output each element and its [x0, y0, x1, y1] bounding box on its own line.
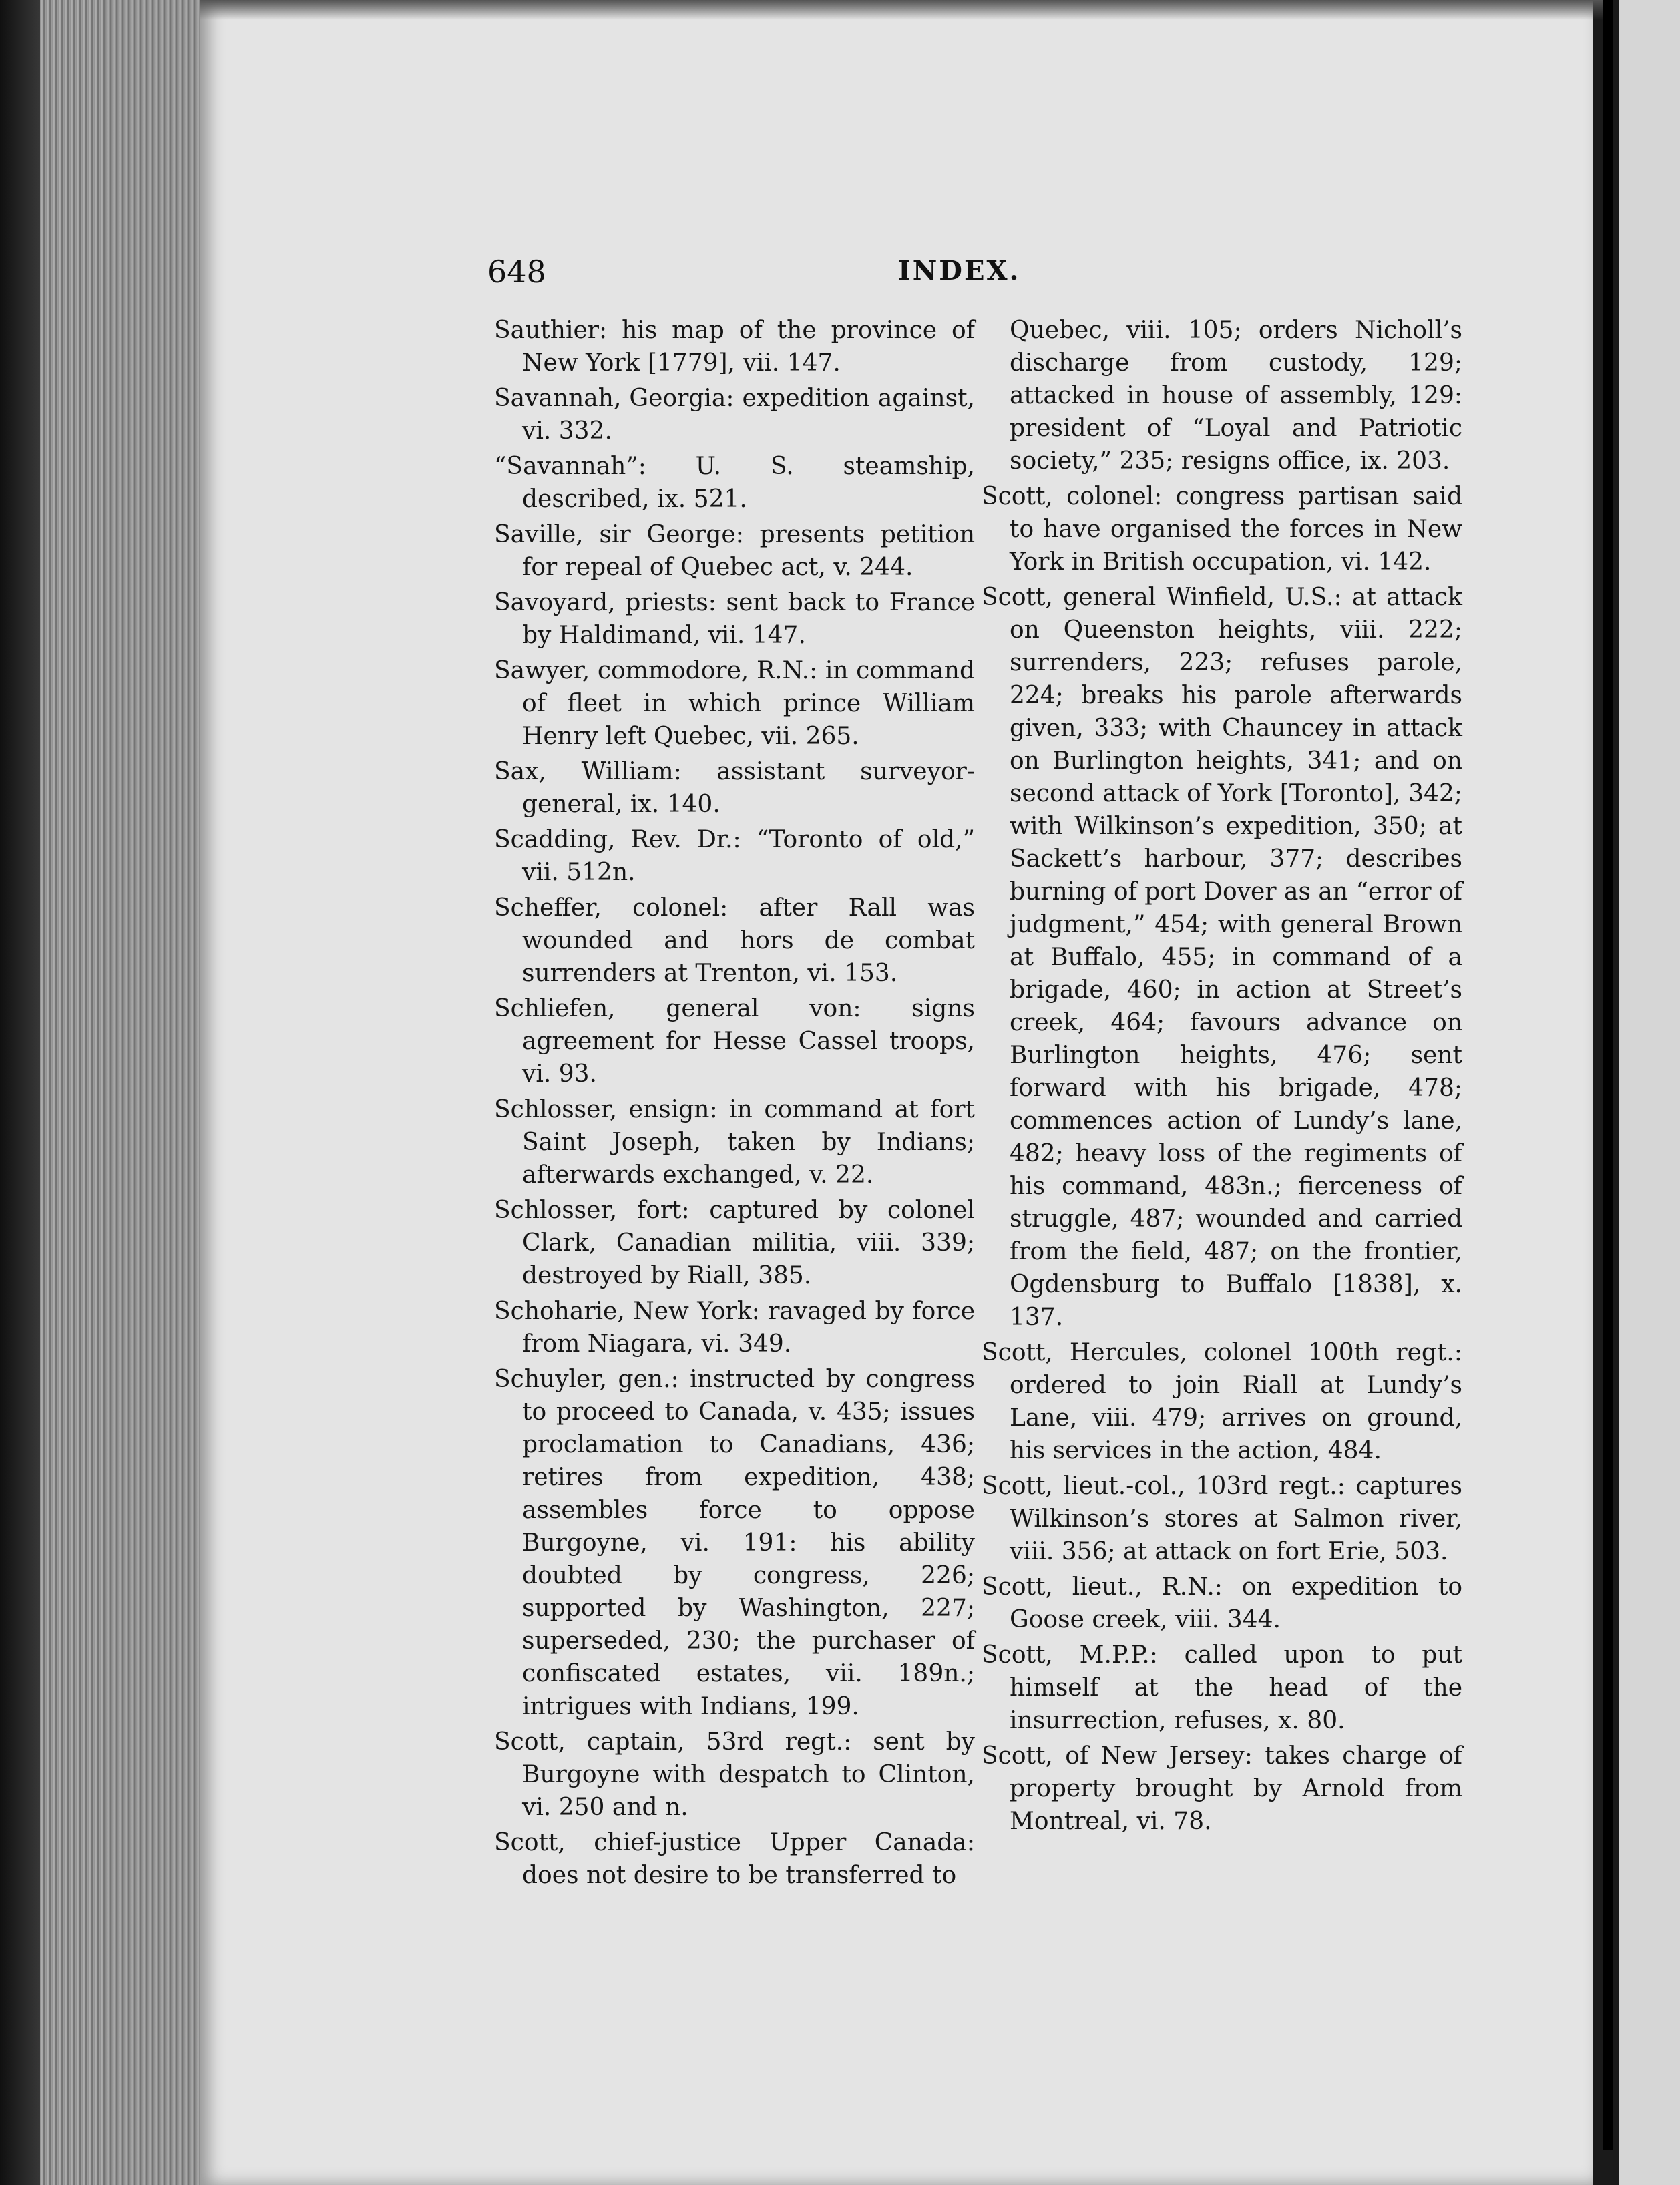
index-entry: Scott, general Winfield, U.S.: at attack on Queenston heights, viii. 222; surrenders, 223; refuses parole, 224; breaks his parole afterwards given, 333; with Chauncey in attack on Burlington heights, 341; and on second attack of York [Toronto], 342; with Wilkinson’s expedition, 350; at Sackett’s harbour, 377; describes burning of port Dover as an “error of judgment,” 454; with general Brown at Buffalo, 455; in command of a brigade, 460; in action at Street’s creek, 464; favours advance on Burlington heights, 476; sent forward with his brigade, 478; commences action of Lundy’s lane, 482; heavy loss of the regiments of his command, 483n.; fierceness of struggle, 487; wounded and carried from the field, 487; on the frontier, Ogdensburg to Buffalo [1838], x. 137. — [982, 584, 1462, 1331]
page-top-shadow — [200, 0, 1603, 20]
running-head: INDEX. — [898, 255, 1021, 286]
book-gutter — [1603, 0, 1613, 2150]
index-entry: Scott, lieut.-col., 103rd regt.: captures Wilkinson’s stores at Salmon river, viii. 356; at attack on fort Erie, 503. — [982, 1472, 1462, 1565]
index-entry: Sauthier: his map of the province of New York [1779], vii. 147. — [494, 317, 975, 377]
index-column-right — [982, 314, 1462, 1840]
index-entry: Savoyard, priests: sent back to France by Haldimand, vii. 147. — [494, 589, 975, 649]
index-entry: Scott, chief-justice Upper Canada: does not desire to be transferred to — [494, 1829, 975, 1889]
index-column-left — [494, 314, 975, 1895]
index-entry: Scheffer, colonel: after Rall was wounded and hors de combat surrenders at Trenton, vi. 153. — [494, 894, 975, 987]
index-entry: Scott, of New Jersey: takes charge of property brought by Arnold from Montreal, vi. 78. — [982, 1742, 1462, 1835]
index-entry: Scadding, Rev. Dr.: “Toronto of old,” vii. 512n. — [494, 826, 975, 886]
index-entry: Sawyer, commodore, R.N.: in command of fleet in which prince William Henry left Quebec, vii. 265. — [494, 657, 975, 750]
index-entry: Scott, colonel: congress partisan said to have organised the forces in New York in British occupation, vi. 142. — [982, 483, 1462, 576]
index-entry: Scott, M.P.P.: called upon to put himself at the head of the insurrection, refuses, x. 80. — [982, 1641, 1462, 1734]
index-entry: Scott, captain, 53rd regt.: sent by Burgoyne with despatch to Clinton, vi. 250 and n. — [494, 1728, 975, 1821]
index-entry: Schlosser, ensign: in command at fort Saint Joseph, taken by Indians; afterwards exchanged, v. 22. — [494, 1096, 975, 1189]
index-entry: Saville, sir George: presents petition for repeal of Quebec act, v. 244. — [494, 521, 975, 581]
index-entry: Sax, William: assistant surveyor-general, ix. 140. — [494, 758, 975, 818]
index-entry: Savannah, Georgia: expedition against, vi. 332. — [494, 385, 975, 445]
index-entry: Schuyler, gen.: instructed by congress to proceed to Canada, v. 435; issues proclamation to Canadians, 436; retires from expedition, 438; assembles force to oppose Burgoyne, vi. 191: his ability doubted by congress, 226; supported by Washington, 227; superseded, 230; the purchaser of confiscated estates, vii. 189n.; intrigues with Indians, 199. — [494, 1366, 975, 1720]
index-entry: Scott, lieut., R.N.: on expedition to Goose creek, viii. 344. — [982, 1573, 1462, 1633]
index-entry: “Savannah”: U. S. steamship, described, ix. 521. — [494, 453, 975, 513]
index-entry: Schlosser, fort: captured by colonel Clark, Canadian militia, viii. 339; destroyed by Riall, 385. — [494, 1197, 975, 1289]
index-entry: Scott, Hercules, colonel 100th regt.: ordered to join Riall at Lundy’s Lane, viii. 479; arrives on ground, his services in the action, 484. — [982, 1339, 1462, 1464]
page-number: 648 — [487, 254, 546, 290]
index-entry-continued: Quebec, viii. 105; orders Nicholl’s discharge from custody, 129; attacked in house of assembly, 129: president of “Loyal and Patriotic society,” 235; resigns office, ix. 203. — [1010, 317, 1462, 475]
facing-page — [1619, 0, 1680, 2185]
index-entry: Schoharie, New York: ravaged by force from Niagara, vi. 349. — [494, 1298, 975, 1358]
index-entry: Schliefen, general von: signs agreement for Hesse Cassel troops, vi. 93. — [494, 995, 975, 1088]
book-page-edges — [40, 0, 214, 2185]
